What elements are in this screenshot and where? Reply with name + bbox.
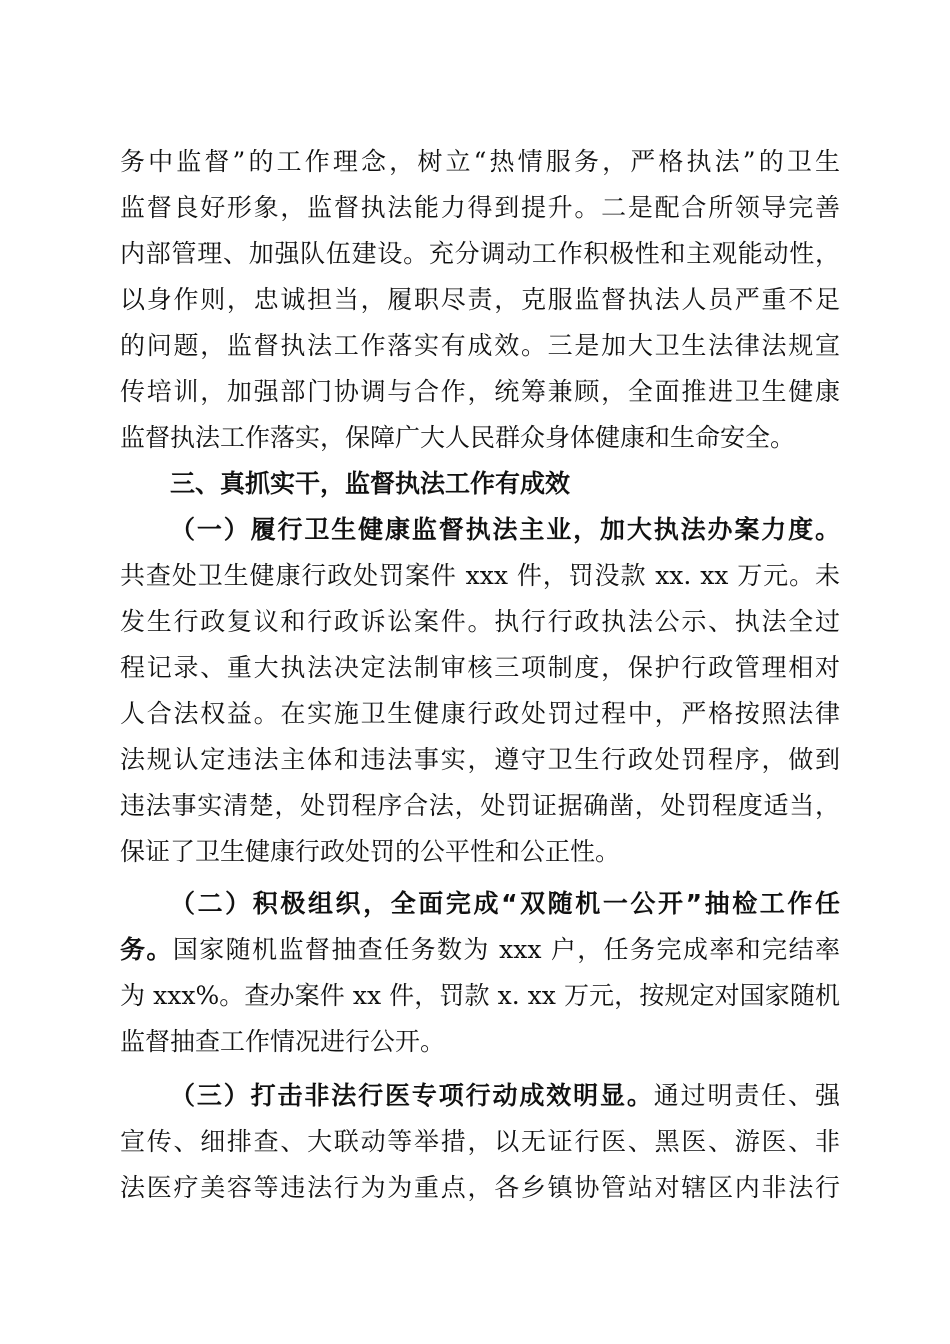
- paragraph-line: 监督抽查工作情况进行公开。: [120, 1027, 446, 1056]
- paragraph-line: 违法事实清楚，处罚程序合法，处罚证据确凿，处罚程度适当，: [120, 791, 840, 820]
- paragraph-line: 内部管理、加强队伍建设。充分调动工作积极性和主观能动性，: [120, 239, 840, 268]
- paragraph-line: 发生行政复议和行政诉讼案件。执行行政执法公示、执法全过: [120, 607, 840, 636]
- paragraph-line: 人合法权益。在实施卫生健康行政处罚过程中，严格按照法律: [120, 699, 840, 728]
- paragraph-line: 宣传、细排查、大联动等举措，以无证行医、黑医、游医、非: [120, 1127, 840, 1156]
- paragraph-line: [120, 930, 840, 970]
- subsection-title: （二）积极组织，全面完成“双随机一公开”抽检工作任: [170, 889, 840, 918]
- paragraph-line: 程记录、重大执法决定法制审核三项制度，保护行政管理相对: [120, 653, 840, 682]
- paragraph-line: 为 xxx%。查办案件 xx 件，罚款 x. xx 万元，按规定对国家随机: [120, 981, 840, 1010]
- section-heading: 三、真抓实干，监督执法工作有成效: [170, 469, 571, 498]
- subsection-title-continued: 务。: [120, 935, 173, 964]
- paragraph-line: 保证了卫生健康行政处罚的公平性和公正性。: [120, 837, 621, 866]
- paragraph-line: 传培训，加强部门协调与合作，统筹兼顾，全面推进卫生健康: [120, 377, 840, 406]
- paragraph-line: 监督良好形象，监督执法能力得到提升。二是配合所领导完善: [120, 193, 840, 222]
- paragraph-line: 法医疗美容等违法行为为重点，各乡镇协管站对辖区内非法行: [120, 1173, 840, 1202]
- paragraph-line: 务中监督”的工作理念，树立“热情服务，严格执法”的卫生: [120, 147, 840, 176]
- paragraph-line: [170, 1076, 840, 1116]
- paragraph-text: 通过明责任、强: [653, 1081, 840, 1110]
- subsection-title: （三）打击非法行医专项行动成效明显。: [170, 1081, 654, 1110]
- paragraph-line: 以身作则，忠诚担当，履职尽责，克服监督执法人员严重不足: [120, 285, 840, 314]
- paragraph-line: 的问题，监督执法工作落实有成效。三是加大卫生法律法规宣: [120, 331, 840, 360]
- paragraph-text: 国家随机监督抽查任务数为 xxx 户，任务完成率和完结率: [172, 935, 840, 964]
- subsection-title: （一）履行卫生健康监督执法主业，加大执法办案力度。: [170, 515, 840, 544]
- paragraph-line: 法规认定违法主体和违法事实，遵守卫生行政处罚程序，做到: [120, 745, 840, 774]
- paragraph-line: 监督执法工作落实，保障广大人民群众身体健康和生命安全。: [120, 423, 796, 452]
- paragraph-line: 共查处卫生健康行政处罚案件 xxx 件，罚没款 xx. xx 万元。未: [120, 561, 840, 590]
